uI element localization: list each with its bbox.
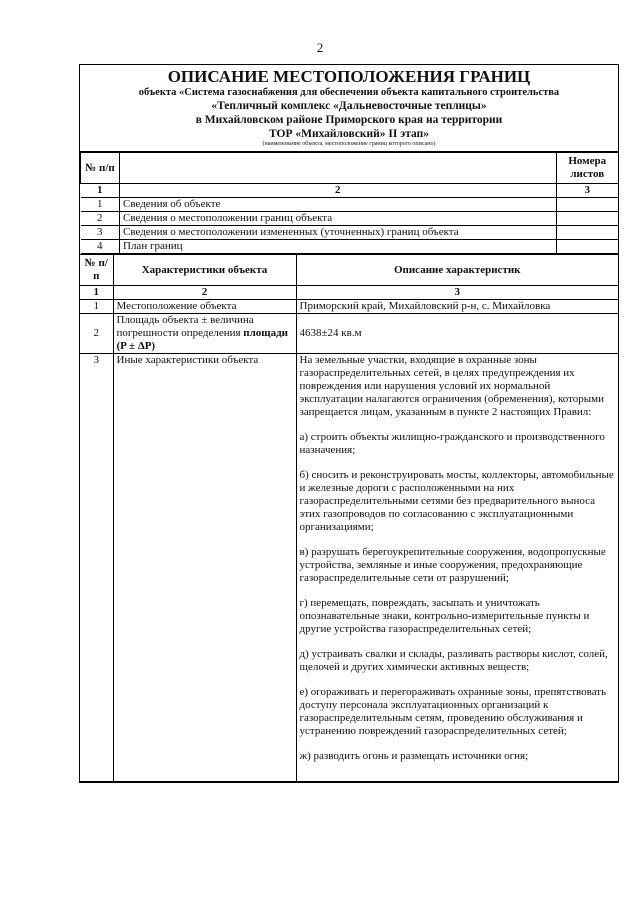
toc-index-2: 2 — [120, 184, 557, 198]
toc-row — [81, 198, 619, 212]
restrictions-text — [296, 354, 618, 782]
char-row-desc: Приморский край, Михайловский р-н, с. Михайловка — [296, 300, 618, 314]
toc-index-3: 3 — [556, 184, 618, 198]
toc-row-num: 2 — [81, 212, 120, 226]
char-row-label: Иные характеристики объекта — [113, 354, 296, 782]
toc-row — [81, 226, 619, 240]
document-title: ОПИСАНИЕ МЕСТОПОЛОЖЕНИЯ ГРАНИЦ — [167, 67, 531, 86]
object-name-line3: в Михайловском районе Приморского края на территории — [195, 114, 503, 126]
title-block — [80, 65, 618, 152]
title-note: (наименование объекта, местоположение границ которого описано) — [262, 141, 436, 147]
area-label-formula: площади (P ± ΔP) — [116, 327, 288, 352]
restriction-item: ж) разводить огонь и размещать источники огня; — [299, 750, 529, 762]
char-row-num: 1 — [80, 300, 113, 314]
toc-row-name: План границ — [120, 240, 557, 254]
area-label: Площадь объекта ± величина погрешности определения — [116, 314, 254, 339]
contents-table — [80, 152, 618, 254]
toc-row — [81, 212, 619, 226]
char-header-num: № п/п — [80, 255, 113, 286]
toc-row-num: 4 — [81, 240, 120, 254]
char-row-num: 3 — [80, 354, 113, 782]
char-index-2: 2 — [113, 286, 296, 300]
object-name-line4: ТОР «Михайловский» II этап» — [268, 128, 429, 140]
char-index-1: 1 — [80, 286, 113, 300]
area-value: 4638±24 кв.м — [296, 314, 618, 354]
document-frame — [79, 64, 619, 783]
toc-index-1: 1 — [81, 184, 120, 198]
restriction-item: д) устраивать свалки и склады, разливать растворы кислот, солей, щелочей и других химически активных веществ; — [299, 648, 608, 673]
char-header-desc: Описание характеристик — [296, 255, 618, 286]
restriction-item: е) огораживать и перегораживать охранные зоны, препятствовать доступу персонала эксплуатационных организаций к газораспределительным сетям, проведению обслуживания и устранению повреждений газораспределительных сетей; — [299, 686, 607, 737]
restriction-item: б) сносить и реконструировать мосты, коллекторы, автомобильные и железные дороги с расположенными на них газораспределительными сетями без предварительного выноса этих газопроводов по согласованию с эксплуатационными организациями; — [299, 469, 614, 533]
toc-row-sheets — [556, 226, 618, 240]
restriction-item: в) разрушать берегоукрепительные сооружения, водопропускные устройства, земляные и иные сооружения, предохраняющие газораспределительные сети от разрушений; — [299, 546, 606, 584]
char-row-location — [80, 300, 618, 314]
toc-header-name — [120, 153, 557, 184]
object-name-line2: «Тепличный комплекс «Дальневосточные теплицы» — [211, 100, 487, 112]
char-row-other — [80, 354, 618, 782]
toc-header-sheets: Номера листов — [556, 153, 618, 184]
toc-row-sheets — [556, 198, 618, 212]
char-row-label — [113, 314, 296, 354]
page-number: 2 — [316, 40, 324, 55]
toc-row-sheets — [556, 240, 618, 254]
toc-header-num: № п/п — [81, 153, 120, 184]
char-row-label: Местоположение объекта — [113, 300, 296, 314]
toc-row-name: Сведения о местоположении измененных (уточненных) границ объекта — [120, 226, 557, 240]
toc-row-sheets — [556, 212, 618, 226]
char-header-char: Характеристики объекта — [113, 255, 296, 286]
characteristics-table — [80, 254, 618, 782]
toc-row-name: Сведения о местоположении границ объекта — [120, 212, 557, 226]
char-index-3: 3 — [296, 286, 618, 300]
toc-row-num: 1 — [81, 198, 120, 212]
restriction-item: г) перемещать, повреждать, засыпать и уничтожать опознавательные знаки, контрольно-измерительные пункты и другие устройства газораспределительных сетей; — [299, 597, 590, 635]
restriction-item: а) строить объекты жилищно-гражданского и производственного назначения; — [299, 431, 605, 456]
toc-row-name: Сведения об объекте — [120, 198, 557, 212]
object-name-line1: объекта «Система газоснабжения для обеспечения объекта капитального строительства — [138, 87, 560, 98]
toc-row-num: 3 — [81, 226, 120, 240]
restriction-intro: На земельные участки, входящие в охранные зоны газораспределительных сетей, в целях предупреждения их повреждения или нарушения условий их нормальной эксплуатации налагаются ограничения (обременения), которыми запрещается лицам, указанным в пункте 2 настоящих Правил: — [299, 354, 605, 418]
toc-row — [81, 240, 619, 254]
char-row-num: 2 — [80, 314, 113, 354]
char-row-area — [80, 314, 618, 354]
